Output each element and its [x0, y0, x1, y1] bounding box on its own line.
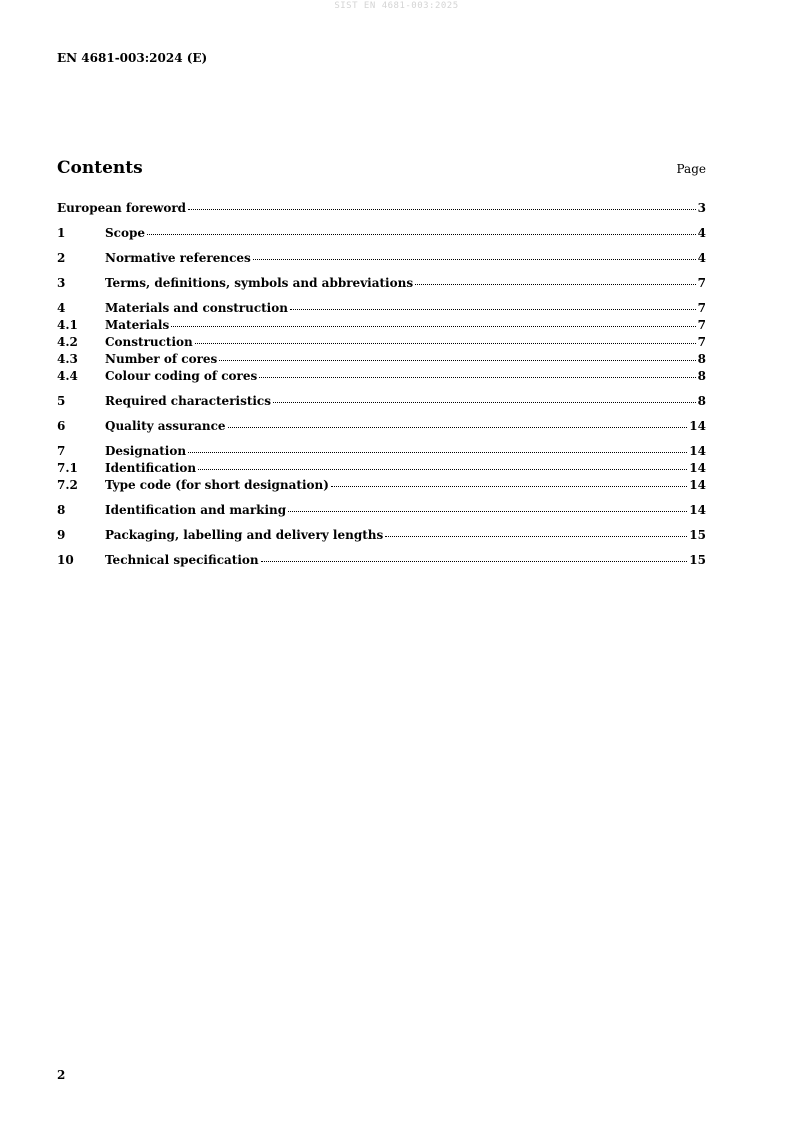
toc-entry[interactable]	[57, 300, 706, 317]
toc-entry-page[interactable]: 3	[697, 201, 706, 215]
toc-entry-number: 7.1	[57, 461, 78, 475]
toc-entry[interactable]	[57, 460, 706, 477]
toc-entry[interactable]	[57, 225, 706, 242]
toc-dot-leader	[288, 511, 687, 512]
toc-entry-number: 1	[57, 226, 66, 240]
toc-dot-leader	[415, 284, 696, 285]
toc-entry-title[interactable]: Terms, definitions, symbols and abbreviations	[105, 276, 414, 290]
toc-entry[interactable]	[57, 275, 706, 292]
toc-entry-page[interactable]: 7	[697, 276, 706, 290]
watermark: SIST EN 4681-003:2025	[334, 1, 459, 11]
toc-entry[interactable]	[57, 334, 706, 351]
toc-entry-title[interactable]: Required characteristics	[105, 394, 271, 408]
page-column-label: Page	[676, 162, 706, 176]
toc-entry-number: 2	[57, 251, 66, 265]
toc-dot-leader	[171, 326, 695, 327]
toc-entry-number: 7.2	[57, 478, 78, 492]
toc-entry-page[interactable]: 4	[697, 226, 706, 240]
toc-dot-leader	[188, 452, 687, 453]
toc-entry-page[interactable]: 7	[697, 318, 706, 332]
toc-dot-leader	[147, 234, 696, 235]
toc-entry[interactable]	[57, 317, 706, 334]
toc-entry-title[interactable]: Scope	[105, 226, 146, 240]
toc-dot-leader	[228, 427, 688, 428]
toc-entry-title[interactable]: Normative references	[105, 251, 251, 265]
toc-entry-title[interactable]: Quality assurance	[105, 419, 226, 433]
toc-entry-page[interactable]: 15	[689, 553, 706, 567]
toc-entry[interactable]	[57, 527, 706, 544]
toc-entry-number: 5	[57, 394, 66, 408]
toc-entry-number: 8	[57, 503, 66, 517]
toc-entry-page[interactable]: 15	[689, 528, 706, 542]
toc-entry-page[interactable]: 4	[697, 251, 706, 265]
toc-entry[interactable]	[57, 250, 706, 267]
toc-entry[interactable]	[57, 502, 706, 519]
toc-entry-page[interactable]: 14	[689, 503, 706, 517]
toc-dot-leader	[198, 469, 687, 470]
toc-dot-leader	[261, 561, 688, 562]
toc-dot-leader	[188, 209, 696, 210]
toc-entry[interactable]	[57, 200, 706, 217]
toc-entry-title[interactable]: Identification and marking	[105, 503, 287, 517]
toc-entry-page[interactable]: 8	[697, 369, 706, 383]
toc-entry[interactable]	[57, 351, 706, 368]
toc-entry-number: 4.1	[57, 318, 78, 332]
toc-entry[interactable]	[57, 393, 706, 410]
toc-entry-title[interactable]: European foreword	[57, 201, 187, 215]
toc-entry-title[interactable]: Designation	[105, 444, 187, 458]
toc-entry-number: 6	[57, 419, 66, 433]
toc-entry-number: 4.2	[57, 335, 78, 349]
toc-entry[interactable]	[57, 368, 706, 385]
toc-entry[interactable]	[57, 418, 706, 435]
toc-entry-page[interactable]: 8	[697, 394, 706, 408]
toc-entry-page[interactable]: 14	[689, 444, 706, 458]
toc-entry[interactable]	[57, 477, 706, 494]
toc-dot-leader	[331, 486, 687, 487]
toc-dot-leader	[273, 402, 696, 403]
toc-entry-page[interactable]: 8	[697, 352, 706, 366]
toc-dot-leader	[195, 343, 696, 344]
toc-entry-title[interactable]: Construction	[105, 335, 193, 349]
toc-entry-page[interactable]: 7	[697, 301, 706, 315]
toc-entry-title[interactable]: Materials	[105, 318, 170, 332]
toc-entry[interactable]	[57, 552, 706, 569]
page-number: 2	[57, 1068, 66, 1082]
toc-entry-page[interactable]: 14	[689, 478, 706, 492]
toc-dot-leader	[290, 309, 696, 310]
toc-entry-title[interactable]: Materials and construction	[105, 301, 288, 315]
contents-title: Contents	[57, 158, 143, 178]
toc-entry-title[interactable]: Colour coding of cores	[105, 369, 258, 383]
toc-dot-leader	[219, 360, 695, 361]
toc-entry-title[interactable]: Technical specification	[105, 553, 259, 567]
toc-dot-leader	[385, 536, 687, 537]
toc-entry-number: 10	[57, 553, 74, 567]
toc-entry-page[interactable]: 14	[689, 419, 706, 433]
toc-entry-page[interactable]: 14	[689, 461, 706, 475]
toc-entry-number: 4.3	[57, 352, 78, 366]
document-id: EN 4681-003:2024 (E)	[57, 51, 208, 65]
toc-entry-title[interactable]: Identification	[105, 461, 197, 475]
contents-header	[57, 158, 706, 180]
toc-entry-page[interactable]: 7	[697, 335, 706, 349]
toc-entry[interactable]	[57, 443, 706, 460]
toc-entry-title[interactable]: Type code (for short designation)	[105, 478, 329, 492]
toc-entry-title[interactable]: Packaging, labelling and delivery lengths	[105, 528, 384, 542]
toc-entry-number: 3	[57, 276, 66, 290]
table-of-contents	[57, 200, 706, 569]
toc-entry-number: 4.4	[57, 369, 78, 383]
toc-entry-number: 4	[57, 301, 66, 315]
toc-entry-title[interactable]: Number of cores	[105, 352, 218, 366]
toc-dot-leader	[253, 259, 696, 260]
toc-dot-leader	[259, 377, 695, 378]
toc-entry-number: 7	[57, 444, 66, 458]
toc-entry-number: 9	[57, 528, 66, 542]
